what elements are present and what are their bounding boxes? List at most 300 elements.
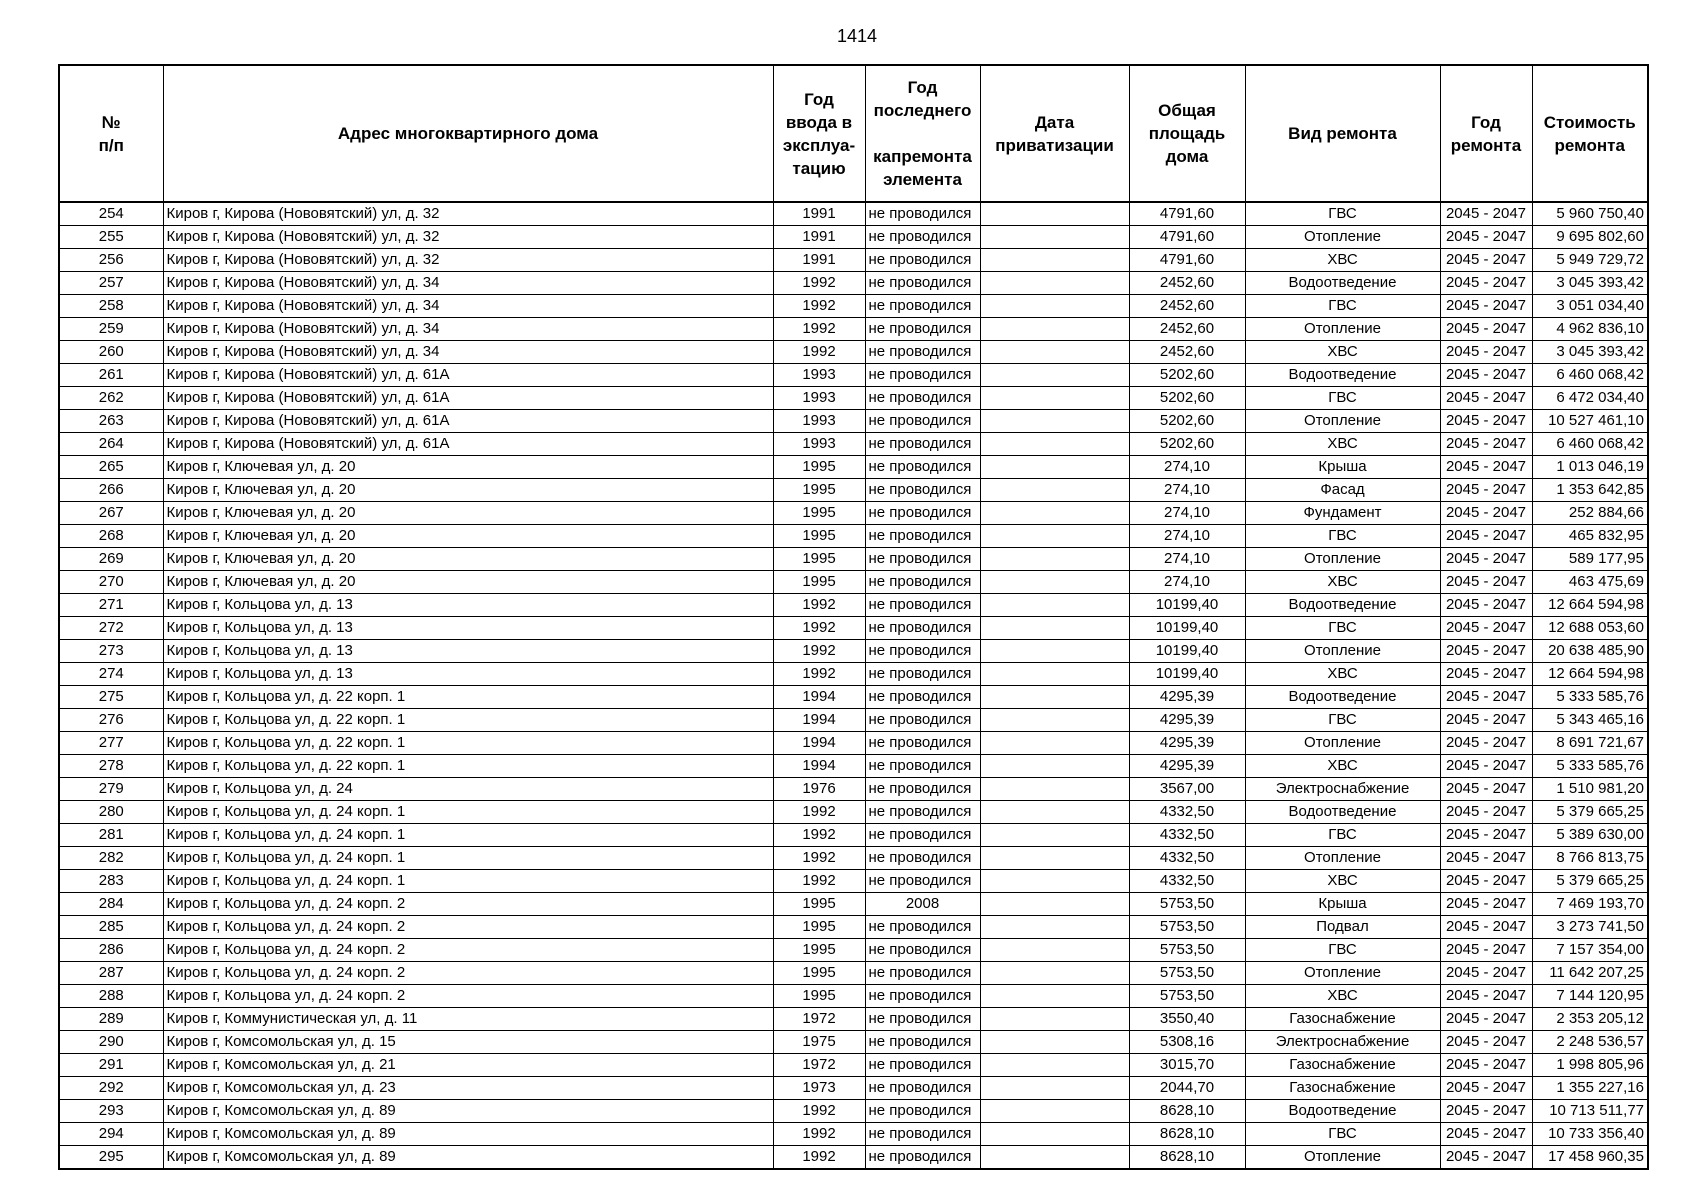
cell-address: Киров г, Кольцова ул, д. 24 корп. 2	[163, 985, 773, 1008]
cell-total-area: 2452,60	[1129, 272, 1245, 295]
cell-privatization-date	[980, 870, 1129, 893]
cell-num: 283	[59, 870, 163, 893]
cell-year-last-repair: не проводился	[865, 479, 980, 502]
cell-privatization-date	[980, 824, 1129, 847]
cell-year-commission: 1995	[773, 939, 865, 962]
cell-num: 286	[59, 939, 163, 962]
cell-privatization-date	[980, 364, 1129, 387]
cell-year-last-repair: не проводился	[865, 640, 980, 663]
cell-repair-type: ГВС	[1245, 295, 1440, 318]
cell-repair-cost: 463 475,69	[1532, 571, 1648, 594]
cell-year-last-repair: не проводился	[865, 594, 980, 617]
cell-total-area: 5753,50	[1129, 893, 1245, 916]
cell-repair-year: 2045 - 2047	[1440, 847, 1532, 870]
cell-privatization-date	[980, 226, 1129, 249]
cell-repair-year: 2045 - 2047	[1440, 387, 1532, 410]
table-row	[59, 962, 1648, 985]
cell-address: Киров г, Комсомольская ул, д. 89	[163, 1100, 773, 1123]
cell-year-last-repair: не проводился	[865, 686, 980, 709]
cell-repair-year: 2045 - 2047	[1440, 1008, 1532, 1031]
cell-num: 255	[59, 226, 163, 249]
table-row	[59, 594, 1648, 617]
cell-repair-type: ГВС	[1245, 1123, 1440, 1146]
cell-repair-cost: 3 045 393,42	[1532, 272, 1648, 295]
cell-repair-cost: 1 013 046,19	[1532, 456, 1648, 479]
cell-num: 280	[59, 801, 163, 824]
cell-total-area: 5753,50	[1129, 962, 1245, 985]
cell-year-commission: 1972	[773, 1054, 865, 1077]
cell-address: Киров г, Кирова (Нововятский) ул, д. 61А	[163, 410, 773, 433]
cell-repair-type: Отопление	[1245, 962, 1440, 985]
cell-num: 262	[59, 387, 163, 410]
cell-year-last-repair: не проводился	[865, 571, 980, 594]
table-row	[59, 709, 1648, 732]
cell-privatization-date	[980, 847, 1129, 870]
cell-repair-cost: 2 353 205,12	[1532, 1008, 1648, 1031]
cell-repair-cost: 6 460 068,42	[1532, 364, 1648, 387]
cell-num: 281	[59, 824, 163, 847]
cell-num: 291	[59, 1054, 163, 1077]
cell-privatization-date	[980, 410, 1129, 433]
cell-year-commission: 1992	[773, 272, 865, 295]
cell-privatization-date	[980, 1146, 1129, 1170]
cell-year-last-repair: не проводился	[865, 202, 980, 226]
cell-year-commission: 1995	[773, 548, 865, 571]
cell-address: Киров г, Кирова (Нововятский) ул, д. 61А	[163, 433, 773, 456]
table-row	[59, 249, 1648, 272]
table-row	[59, 502, 1648, 525]
cell-address: Киров г, Комсомольская ул, д. 23	[163, 1077, 773, 1100]
cell-address: Киров г, Комсомольская ул, д. 89	[163, 1123, 773, 1146]
table-row	[59, 525, 1648, 548]
cell-repair-year: 2045 - 2047	[1440, 617, 1532, 640]
cell-year-last-repair: не проводился	[865, 1054, 980, 1077]
cell-repair-type: Отопление	[1245, 847, 1440, 870]
cell-repair-year: 2045 - 2047	[1440, 640, 1532, 663]
cell-address: Киров г, Кольцова ул, д. 24 корп. 1	[163, 824, 773, 847]
cell-year-last-repair: не проводился	[865, 847, 980, 870]
cell-privatization-date	[980, 456, 1129, 479]
cell-address: Киров г, Кольцова ул, д. 13	[163, 663, 773, 686]
cell-privatization-date	[980, 962, 1129, 985]
cell-total-area: 2452,60	[1129, 295, 1245, 318]
cell-repair-year: 2045 - 2047	[1440, 548, 1532, 571]
cell-repair-year: 2045 - 2047	[1440, 295, 1532, 318]
cell-address: Киров г, Кольцова ул, д. 13	[163, 640, 773, 663]
cell-total-area: 4332,50	[1129, 801, 1245, 824]
cell-year-commission: 1973	[773, 1077, 865, 1100]
cell-year-last-repair: не проводился	[865, 226, 980, 249]
table-row	[59, 916, 1648, 939]
cell-year-last-repair: не проводился	[865, 1008, 980, 1031]
cell-address: Киров г, Коммунистическая ул, д. 11	[163, 1008, 773, 1031]
cell-repair-cost: 17 458 960,35	[1532, 1146, 1648, 1170]
header-num: № п/п	[59, 65, 163, 202]
cell-year-commission: 1991	[773, 202, 865, 226]
header-privatization-date: Дата приватизации	[980, 65, 1129, 202]
cell-repair-type: Водоотведение	[1245, 364, 1440, 387]
cell-total-area: 4295,39	[1129, 755, 1245, 778]
cell-repair-cost: 3 273 741,50	[1532, 916, 1648, 939]
table-row	[59, 364, 1648, 387]
cell-repair-cost: 5 333 585,76	[1532, 686, 1648, 709]
cell-total-area: 274,10	[1129, 479, 1245, 502]
cell-repair-cost: 5 949 729,72	[1532, 249, 1648, 272]
cell-address: Киров г, Кирова (Нововятский) ул, д. 34	[163, 318, 773, 341]
cell-privatization-date	[980, 617, 1129, 640]
cell-num: 269	[59, 548, 163, 571]
table-row	[59, 202, 1648, 226]
cell-address: Киров г, Кольцова ул, д. 24 корп. 1	[163, 847, 773, 870]
cell-num: 279	[59, 778, 163, 801]
table-row	[59, 663, 1648, 686]
table-row	[59, 1054, 1648, 1077]
cell-repair-type: Фасад	[1245, 479, 1440, 502]
cell-repair-cost: 5 343 465,16	[1532, 709, 1648, 732]
cell-year-commission: 1976	[773, 778, 865, 801]
cell-privatization-date	[980, 1031, 1129, 1054]
cell-year-last-repair: не проводился	[865, 663, 980, 686]
cell-num: 254	[59, 202, 163, 226]
cell-repair-year: 2045 - 2047	[1440, 433, 1532, 456]
cell-repair-type: ГВС	[1245, 617, 1440, 640]
cell-repair-cost: 5 389 630,00	[1532, 824, 1648, 847]
cell-repair-cost: 1 998 805,96	[1532, 1054, 1648, 1077]
cell-num: 257	[59, 272, 163, 295]
table-row	[59, 686, 1648, 709]
cell-total-area: 2452,60	[1129, 341, 1245, 364]
table-header-row	[59, 65, 1648, 202]
page-number: 1414	[836, 26, 878, 46]
cell-year-commission: 1992	[773, 318, 865, 341]
cell-num: 277	[59, 732, 163, 755]
cell-repair-year: 2045 - 2047	[1440, 1100, 1532, 1123]
cell-total-area: 5202,60	[1129, 433, 1245, 456]
cell-repair-year: 2045 - 2047	[1440, 571, 1532, 594]
cell-address: Киров г, Кольцова ул, д. 13	[163, 594, 773, 617]
table-row	[59, 387, 1648, 410]
cell-repair-type: ХВС	[1245, 249, 1440, 272]
cell-year-commission: 1995	[773, 571, 865, 594]
cell-year-commission: 1992	[773, 341, 865, 364]
cell-repair-type: Крыша	[1245, 893, 1440, 916]
header-year-commission: Год ввода в эксплуа- тацию	[773, 65, 865, 202]
cell-privatization-date	[980, 755, 1129, 778]
table-row	[59, 318, 1648, 341]
table-row	[59, 985, 1648, 1008]
cell-address: Киров г, Кольцова ул, д. 22 корп. 1	[163, 686, 773, 709]
cell-num: 294	[59, 1123, 163, 1146]
cell-total-area: 3550,40	[1129, 1008, 1245, 1031]
cell-num: 284	[59, 893, 163, 916]
cell-repair-type: Отопление	[1245, 640, 1440, 663]
cell-year-commission: 1992	[773, 870, 865, 893]
cell-num: 285	[59, 916, 163, 939]
cell-repair-type: ГВС	[1245, 709, 1440, 732]
table-row	[59, 479, 1648, 502]
cell-year-last-repair: не проводился	[865, 916, 980, 939]
cell-address: Киров г, Кирова (Нововятский) ул, д. 34	[163, 295, 773, 318]
table-row	[59, 640, 1648, 663]
header-address: Адрес многоквартирного дома	[163, 65, 773, 202]
cell-num: 271	[59, 594, 163, 617]
cell-privatization-date	[980, 709, 1129, 732]
cell-year-commission: 1992	[773, 1123, 865, 1146]
cell-year-commission: 1992	[773, 663, 865, 686]
cell-repair-year: 2045 - 2047	[1440, 364, 1532, 387]
cell-privatization-date	[980, 686, 1129, 709]
cell-total-area: 274,10	[1129, 456, 1245, 479]
cell-address: Киров г, Кирова (Нововятский) ул, д. 61А	[163, 387, 773, 410]
cell-repair-type: ХВС	[1245, 870, 1440, 893]
cell-total-area: 274,10	[1129, 525, 1245, 548]
table-row	[59, 571, 1648, 594]
cell-repair-cost: 10 733 356,40	[1532, 1123, 1648, 1146]
cell-year-last-repair: 2008	[865, 893, 980, 916]
cell-repair-type: ХВС	[1245, 433, 1440, 456]
table-row	[59, 341, 1648, 364]
cell-year-commission: 1992	[773, 824, 865, 847]
cell-address: Киров г, Кольцова ул, д. 24 корп. 2	[163, 939, 773, 962]
cell-year-commission: 1995	[773, 456, 865, 479]
cell-repair-cost: 6 460 068,42	[1532, 433, 1648, 456]
cell-total-area: 4332,50	[1129, 847, 1245, 870]
cell-repair-cost: 1 510 981,20	[1532, 778, 1648, 801]
table-row	[59, 226, 1648, 249]
cell-num: 265	[59, 456, 163, 479]
cell-year-commission: 1992	[773, 617, 865, 640]
cell-repair-type: Отопление	[1245, 226, 1440, 249]
cell-num: 293	[59, 1100, 163, 1123]
cell-year-commission: 1995	[773, 502, 865, 525]
cell-year-last-repair: не проводился	[865, 1146, 980, 1170]
cell-privatization-date	[980, 732, 1129, 755]
cell-repair-type: ХВС	[1245, 571, 1440, 594]
cell-address: Киров г, Кольцова ул, д. 24	[163, 778, 773, 801]
cell-year-last-repair: не проводился	[865, 295, 980, 318]
cell-repair-cost: 1 355 227,16	[1532, 1077, 1648, 1100]
cell-repair-type: ХВС	[1245, 341, 1440, 364]
cell-privatization-date	[980, 341, 1129, 364]
cell-address: Киров г, Кольцова ул, д. 24 корп. 2	[163, 893, 773, 916]
cell-repair-type: Водоотведение	[1245, 594, 1440, 617]
cell-year-last-repair: не проводился	[865, 985, 980, 1008]
cell-year-last-repair: не проводился	[865, 824, 980, 847]
table-row	[59, 893, 1648, 916]
cell-privatization-date	[980, 1054, 1129, 1077]
cell-num: 261	[59, 364, 163, 387]
cell-num: 270	[59, 571, 163, 594]
table-row	[59, 1123, 1648, 1146]
cell-repair-cost: 20 638 485,90	[1532, 640, 1648, 663]
cell-year-last-repair: не проводился	[865, 939, 980, 962]
table-row	[59, 939, 1648, 962]
cell-num: 264	[59, 433, 163, 456]
cell-repair-cost: 5 960 750,40	[1532, 202, 1648, 226]
cell-total-area: 8628,10	[1129, 1123, 1245, 1146]
cell-num: 282	[59, 847, 163, 870]
cell-privatization-date	[980, 1008, 1129, 1031]
cell-repair-year: 2045 - 2047	[1440, 1031, 1532, 1054]
cell-num: 288	[59, 985, 163, 1008]
table-row	[59, 801, 1648, 824]
cell-address: Киров г, Комсомольская ул, д. 21	[163, 1054, 773, 1077]
cell-num: 273	[59, 640, 163, 663]
cell-num: 263	[59, 410, 163, 433]
cell-total-area: 4791,60	[1129, 249, 1245, 272]
cell-privatization-date	[980, 594, 1129, 617]
cell-privatization-date	[980, 778, 1129, 801]
cell-year-commission: 1972	[773, 1008, 865, 1031]
cell-repair-year: 2045 - 2047	[1440, 410, 1532, 433]
cell-privatization-date	[980, 433, 1129, 456]
cell-privatization-date	[980, 318, 1129, 341]
cell-total-area: 5753,50	[1129, 985, 1245, 1008]
cell-repair-year: 2045 - 2047	[1440, 1054, 1532, 1077]
cell-repair-type: Водоотведение	[1245, 1100, 1440, 1123]
cell-repair-year: 2045 - 2047	[1440, 456, 1532, 479]
cell-repair-cost: 12 688 053,60	[1532, 617, 1648, 640]
cell-total-area: 274,10	[1129, 502, 1245, 525]
cell-address: Киров г, Кирова (Нововятский) ул, д. 34	[163, 272, 773, 295]
cell-address: Киров г, Ключевая ул, д. 20	[163, 548, 773, 571]
cell-year-commission: 1995	[773, 479, 865, 502]
cell-num: 259	[59, 318, 163, 341]
cell-repair-year: 2045 - 2047	[1440, 985, 1532, 1008]
cell-repair-year: 2045 - 2047	[1440, 502, 1532, 525]
cell-num: 274	[59, 663, 163, 686]
cell-year-commission: 1995	[773, 916, 865, 939]
cell-year-last-repair: не проводился	[865, 755, 980, 778]
cell-year-last-repair: не проводился	[865, 548, 980, 571]
cell-repair-cost: 8 691 721,67	[1532, 732, 1648, 755]
cell-total-area: 10199,40	[1129, 594, 1245, 617]
cell-year-commission: 1992	[773, 1100, 865, 1123]
cell-repair-year: 2045 - 2047	[1440, 916, 1532, 939]
cell-year-commission: 1992	[773, 847, 865, 870]
cell-repair-type: Отопление	[1245, 410, 1440, 433]
cell-repair-year: 2045 - 2047	[1440, 1077, 1532, 1100]
table-body	[59, 202, 1648, 1169]
cell-privatization-date	[980, 893, 1129, 916]
table-row	[59, 1008, 1648, 1031]
cell-privatization-date	[980, 387, 1129, 410]
cell-repair-year: 2045 - 2047	[1440, 1146, 1532, 1170]
cell-year-commission: 1975	[773, 1031, 865, 1054]
cell-num: 275	[59, 686, 163, 709]
cell-num: 295	[59, 1146, 163, 1170]
cell-num: 278	[59, 755, 163, 778]
cell-repair-type: Отопление	[1245, 318, 1440, 341]
cell-year-commission: 1993	[773, 410, 865, 433]
cell-repair-year: 2045 - 2047	[1440, 202, 1532, 226]
cell-year-commission: 1991	[773, 249, 865, 272]
cell-year-last-repair: не проводился	[865, 502, 980, 525]
header-year-last-repair: Год последнего капремонта элемента	[865, 65, 980, 202]
cell-privatization-date	[980, 272, 1129, 295]
table-row	[59, 1146, 1648, 1170]
cell-total-area: 4295,39	[1129, 686, 1245, 709]
cell-repair-cost: 9 695 802,60	[1532, 226, 1648, 249]
cell-repair-type: Водоотведение	[1245, 272, 1440, 295]
cell-address: Киров г, Кирова (Нововятский) ул, д. 61А	[163, 364, 773, 387]
cell-total-area: 5202,60	[1129, 410, 1245, 433]
cell-address: Киров г, Кольцова ул, д. 13	[163, 617, 773, 640]
cell-repair-type: Водоотведение	[1245, 686, 1440, 709]
cell-repair-type: ГВС	[1245, 202, 1440, 226]
cell-year-commission: 1995	[773, 893, 865, 916]
table-row	[59, 456, 1648, 479]
cell-privatization-date	[980, 502, 1129, 525]
cell-repair-year: 2045 - 2047	[1440, 226, 1532, 249]
cell-repair-year: 2045 - 2047	[1440, 272, 1532, 295]
cell-address: Киров г, Кольцова ул, д. 24 корп. 1	[163, 801, 773, 824]
cell-repair-year: 2045 - 2047	[1440, 870, 1532, 893]
cell-privatization-date	[980, 985, 1129, 1008]
cell-address: Киров г, Кольцова ул, д. 24 корп. 2	[163, 916, 773, 939]
cell-year-last-repair: не проводился	[865, 410, 980, 433]
cell-num: 260	[59, 341, 163, 364]
table-row	[59, 824, 1648, 847]
cell-year-commission: 1995	[773, 985, 865, 1008]
cell-year-commission: 1992	[773, 1146, 865, 1170]
cell-address: Киров г, Ключевая ул, д. 20	[163, 571, 773, 594]
cell-repair-cost: 6 472 034,40	[1532, 387, 1648, 410]
cell-year-last-repair: не проводился	[865, 249, 980, 272]
cell-privatization-date	[980, 249, 1129, 272]
cell-repair-year: 2045 - 2047	[1440, 594, 1532, 617]
cell-repair-year: 2045 - 2047	[1440, 525, 1532, 548]
cell-repair-year: 2045 - 2047	[1440, 939, 1532, 962]
cell-year-last-repair: не проводился	[865, 778, 980, 801]
cell-total-area: 2452,60	[1129, 318, 1245, 341]
cell-num: 272	[59, 617, 163, 640]
table-row	[59, 617, 1648, 640]
cell-year-commission: 1994	[773, 755, 865, 778]
cell-total-area: 4791,60	[1129, 202, 1245, 226]
cell-address: Киров г, Кирова (Нововятский) ул, д. 32	[163, 202, 773, 226]
cell-privatization-date	[980, 548, 1129, 571]
cell-repair-type: Водоотведение	[1245, 801, 1440, 824]
header-repair-year: Год ремонта	[1440, 65, 1532, 202]
cell-repair-year: 2045 - 2047	[1440, 755, 1532, 778]
cell-total-area: 10199,40	[1129, 640, 1245, 663]
cell-year-last-repair: не проводился	[865, 456, 980, 479]
cell-repair-cost: 1 353 642,85	[1532, 479, 1648, 502]
cell-year-commission: 1992	[773, 640, 865, 663]
cell-privatization-date	[980, 202, 1129, 226]
cell-address: Киров г, Кирова (Нововятский) ул, д. 32	[163, 249, 773, 272]
cell-repair-type: Газоснабжение	[1245, 1077, 1440, 1100]
cell-total-area: 274,10	[1129, 548, 1245, 571]
cell-repair-year: 2045 - 2047	[1440, 962, 1532, 985]
cell-repair-type: ГВС	[1245, 525, 1440, 548]
table-row	[59, 847, 1648, 870]
cell-total-area: 10199,40	[1129, 663, 1245, 686]
table-row	[59, 295, 1648, 318]
cell-year-commission: 1991	[773, 226, 865, 249]
table-row	[59, 732, 1648, 755]
cell-year-commission: 1992	[773, 594, 865, 617]
cell-year-last-repair: не проводился	[865, 962, 980, 985]
cell-privatization-date	[980, 1100, 1129, 1123]
cell-address: Киров г, Комсомольская ул, д. 15	[163, 1031, 773, 1054]
cell-year-last-repair: не проводился	[865, 870, 980, 893]
cell-repair-year: 2045 - 2047	[1440, 709, 1532, 732]
cell-year-last-repair: не проводился	[865, 387, 980, 410]
cell-repair-year: 2045 - 2047	[1440, 732, 1532, 755]
cell-year-last-repair: не проводился	[865, 1031, 980, 1054]
